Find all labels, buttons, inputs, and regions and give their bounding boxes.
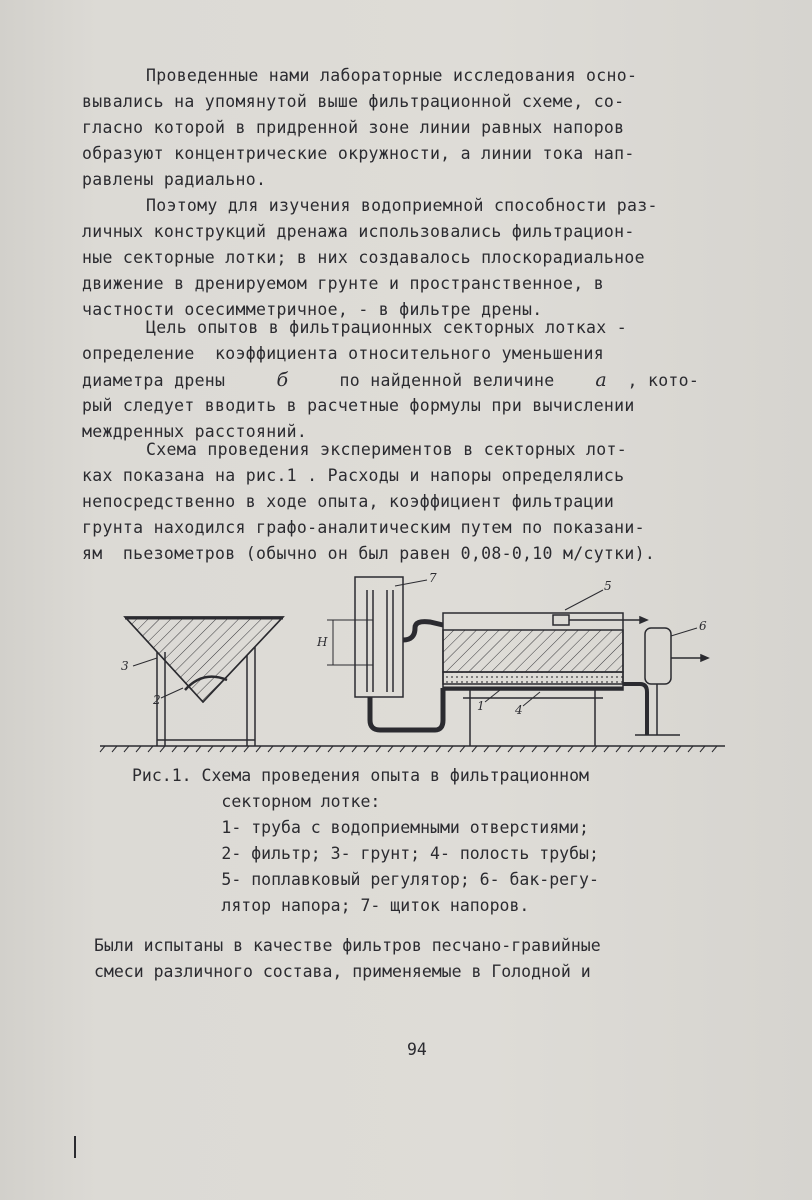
paragraph-1 bbox=[82, 63, 772, 193]
text-line: Проведенные нами лабораторные исследования осно- bbox=[146, 66, 638, 85]
diam-line bbox=[82, 367, 772, 393]
paragraph-2 bbox=[82, 193, 772, 323]
label-6: 6 bbox=[699, 619, 707, 633]
text-segment: диаметра дрены bbox=[82, 371, 226, 390]
figure-caption bbox=[132, 763, 732, 919]
text-line: частности осесимметричное, - в фильтре дрены. bbox=[82, 300, 543, 319]
text-line: междренных расстояний. bbox=[82, 422, 308, 441]
text-line: образуют концентрические окружности, а линии тока нап- bbox=[82, 144, 635, 163]
caption-line: 2- фильтр; 3- грунт; 4- полость трубы; bbox=[132, 844, 599, 863]
piezometer-board bbox=[327, 577, 443, 730]
text-line: ках показана на рис.1 . Расходы и напоры определялись bbox=[82, 466, 625, 485]
paragraph-3 bbox=[82, 315, 772, 445]
text-line: ные секторные лотки; в них создавалось плоскорадиальное bbox=[82, 248, 645, 267]
regulator-tank bbox=[623, 628, 708, 735]
text-line: Были испытаны в качестве фильтров песчано-гравийные bbox=[94, 936, 601, 955]
text-segment: по найденной величине bbox=[339, 371, 555, 390]
text-line: смеси различного состава, применяемые в Голодной и bbox=[94, 962, 591, 981]
page-number: 94 bbox=[407, 1040, 427, 1059]
text-line: личных конструкций дренажа использовались фильтрацион- bbox=[82, 222, 635, 241]
symbol-a: a bbox=[595, 369, 608, 391]
caption-line: 5- поплавковый регулятор; 6- бак-регу- bbox=[132, 870, 599, 889]
experiment-diagram bbox=[95, 570, 735, 770]
text-line: непосредственно в ходе опыта, коэффициент фильтрации bbox=[82, 492, 615, 511]
label-3: 3 bbox=[121, 659, 129, 673]
long-tray bbox=[443, 613, 647, 746]
text-line: Схема проведения экспериментов в секторных лот- bbox=[146, 440, 627, 459]
label-h: H bbox=[317, 635, 328, 649]
label-4: 4 bbox=[515, 703, 523, 717]
paragraph-4 bbox=[82, 437, 772, 567]
sector-tray bbox=[125, 617, 283, 746]
symbol-b: б bbox=[276, 369, 289, 391]
text-line: гласно которой в придренной зоне линии равных напоров bbox=[82, 118, 625, 137]
text-line: вывались на упомянутой выше фильтрационной схеме, со- bbox=[82, 92, 625, 111]
caption-line: лятор напора; 7- щиток напоров. bbox=[132, 896, 530, 915]
text-line: равлены радиально. bbox=[82, 170, 267, 189]
text-line: грунта находился графо-аналитическим путем по показани- bbox=[82, 518, 645, 537]
text-line: рый следует вводить в расчетные формулы при вычислении bbox=[82, 396, 635, 415]
caption-line: секторном лотке: bbox=[132, 792, 381, 811]
caption-line: 1- труба с водоприемными отверстиями; bbox=[132, 818, 589, 837]
label-1: 1 bbox=[477, 699, 485, 713]
label-7: 7 bbox=[429, 571, 437, 585]
margin-mark bbox=[74, 1136, 76, 1158]
text-line: определение коэффициента относительного уменьшения bbox=[82, 344, 604, 363]
text-segment: , кото- bbox=[627, 371, 700, 390]
label-2: 2 bbox=[153, 693, 161, 707]
caption-line: Рис.1. Схема проведения опыта в фильтрационном bbox=[132, 766, 589, 785]
text-line: Цель опытов в фильтрационных секторных лотках - bbox=[146, 318, 627, 337]
text-line: ям пьезометров (обычно он был равен 0,08-0,10 м/сутки). bbox=[82, 544, 656, 563]
label-5: 5 bbox=[604, 579, 612, 593]
ground-ticks bbox=[100, 746, 717, 752]
paragraph-5 bbox=[94, 933, 784, 985]
text-line: Поэтому для изучения водоприемной способности раз- bbox=[146, 196, 658, 215]
text-line: движение в дренируемом грунте и пространственное, в bbox=[82, 274, 604, 293]
